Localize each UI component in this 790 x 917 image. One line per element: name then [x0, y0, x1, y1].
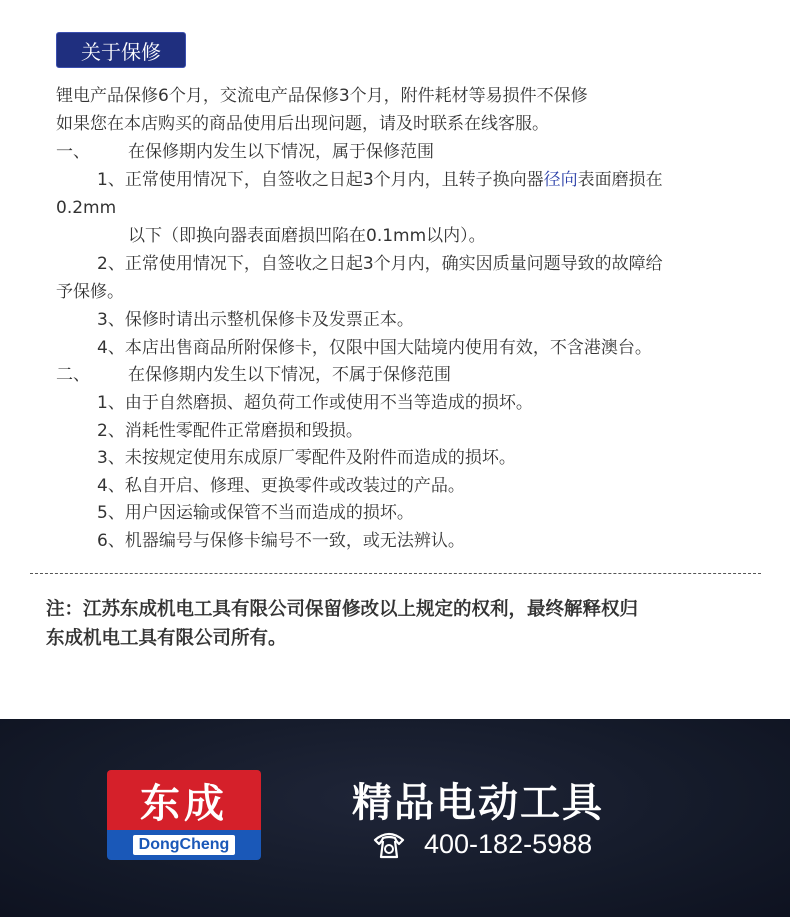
- part1-item1-line3: 以下（即换向器表面磨损凹陷在0.1mm以内）。: [128, 226, 486, 246]
- section-tag: 关于保修: [56, 32, 186, 68]
- part2-item-5: 5、用户因运输或保管不当而造成的损坏。: [97, 503, 414, 523]
- part2-number: 二、: [56, 365, 90, 385]
- note-line-1: 注：江苏东成机电工具有限公司保留修改以上规定的权利，最终解释权归: [46, 599, 639, 620]
- part1-item4: 4、本店出售商品所附保修卡，仅限中国大陆境内使用有效，不含港澳台。: [97, 338, 652, 358]
- phone-number: 400-182-5988: [424, 829, 593, 859]
- part1-item1-line1: [97, 170, 663, 190]
- intro-line-1: 锂电产品保修6个月，交流电产品保修3个月，附件耗材等易损件不保修: [56, 86, 588, 106]
- part1-item1-text-b: 表面磨损在: [577, 170, 663, 190]
- part2-item-1: 1、由于自然磨损、超负荷工作或使用不当等造成的损坏。: [97, 393, 533, 413]
- part1-item1-line2: 0.2mm: [56, 198, 117, 218]
- part1-item1-text-a: 1、正常使用情况下，自签收之日起3个月内，且转子换向器: [97, 170, 544, 190]
- dongcheng-logo: [107, 770, 261, 860]
- logo-red-panel: [107, 770, 261, 830]
- logo-blue-panel: [107, 830, 261, 860]
- logo-chinese-text: 东成: [140, 779, 228, 827]
- part1-number: 一、: [56, 142, 90, 162]
- note-line-2: 东成机电工具有限公司所有。: [46, 628, 287, 649]
- intro-line-2: 如果您在本店购买的商品使用后出现问题，请及时联系在线客服。: [56, 114, 549, 134]
- part2-item-2: 2、消耗性零配件正常磨损和毁损。: [97, 421, 363, 441]
- dashed-divider: [30, 573, 761, 574]
- part1-item3: 3、保修时请出示整机保修卡及发票正本。: [97, 310, 414, 330]
- part2-title: 在保修期内发生以下情况，不属于保修范围: [128, 365, 451, 385]
- part1-item2-line2: 予保修。: [56, 282, 124, 302]
- telephone-icon: [372, 828, 406, 862]
- logo-english-text: DongCheng: [133, 835, 236, 855]
- part2-item-4: 4、私自开启、修理、更换零件或改装过的产品。: [97, 476, 465, 496]
- slogan: 精品电动工具: [352, 780, 604, 826]
- part1-title: 在保修期内发生以下情况，属于保修范围: [128, 142, 434, 162]
- part2-item-3: 3、未按规定使用东成原厂零配件及附件而造成的损坏。: [97, 448, 516, 468]
- part2-item-6: 6、机器编号与保修卡编号不一致，或无法辨认。: [97, 531, 465, 551]
- part1-item2-line1: 2、正常使用情况下，自签收之日起3个月内，确实因质量问题导致的故障给: [97, 254, 663, 274]
- part1-item1-highlight: 径向: [543, 170, 578, 190]
